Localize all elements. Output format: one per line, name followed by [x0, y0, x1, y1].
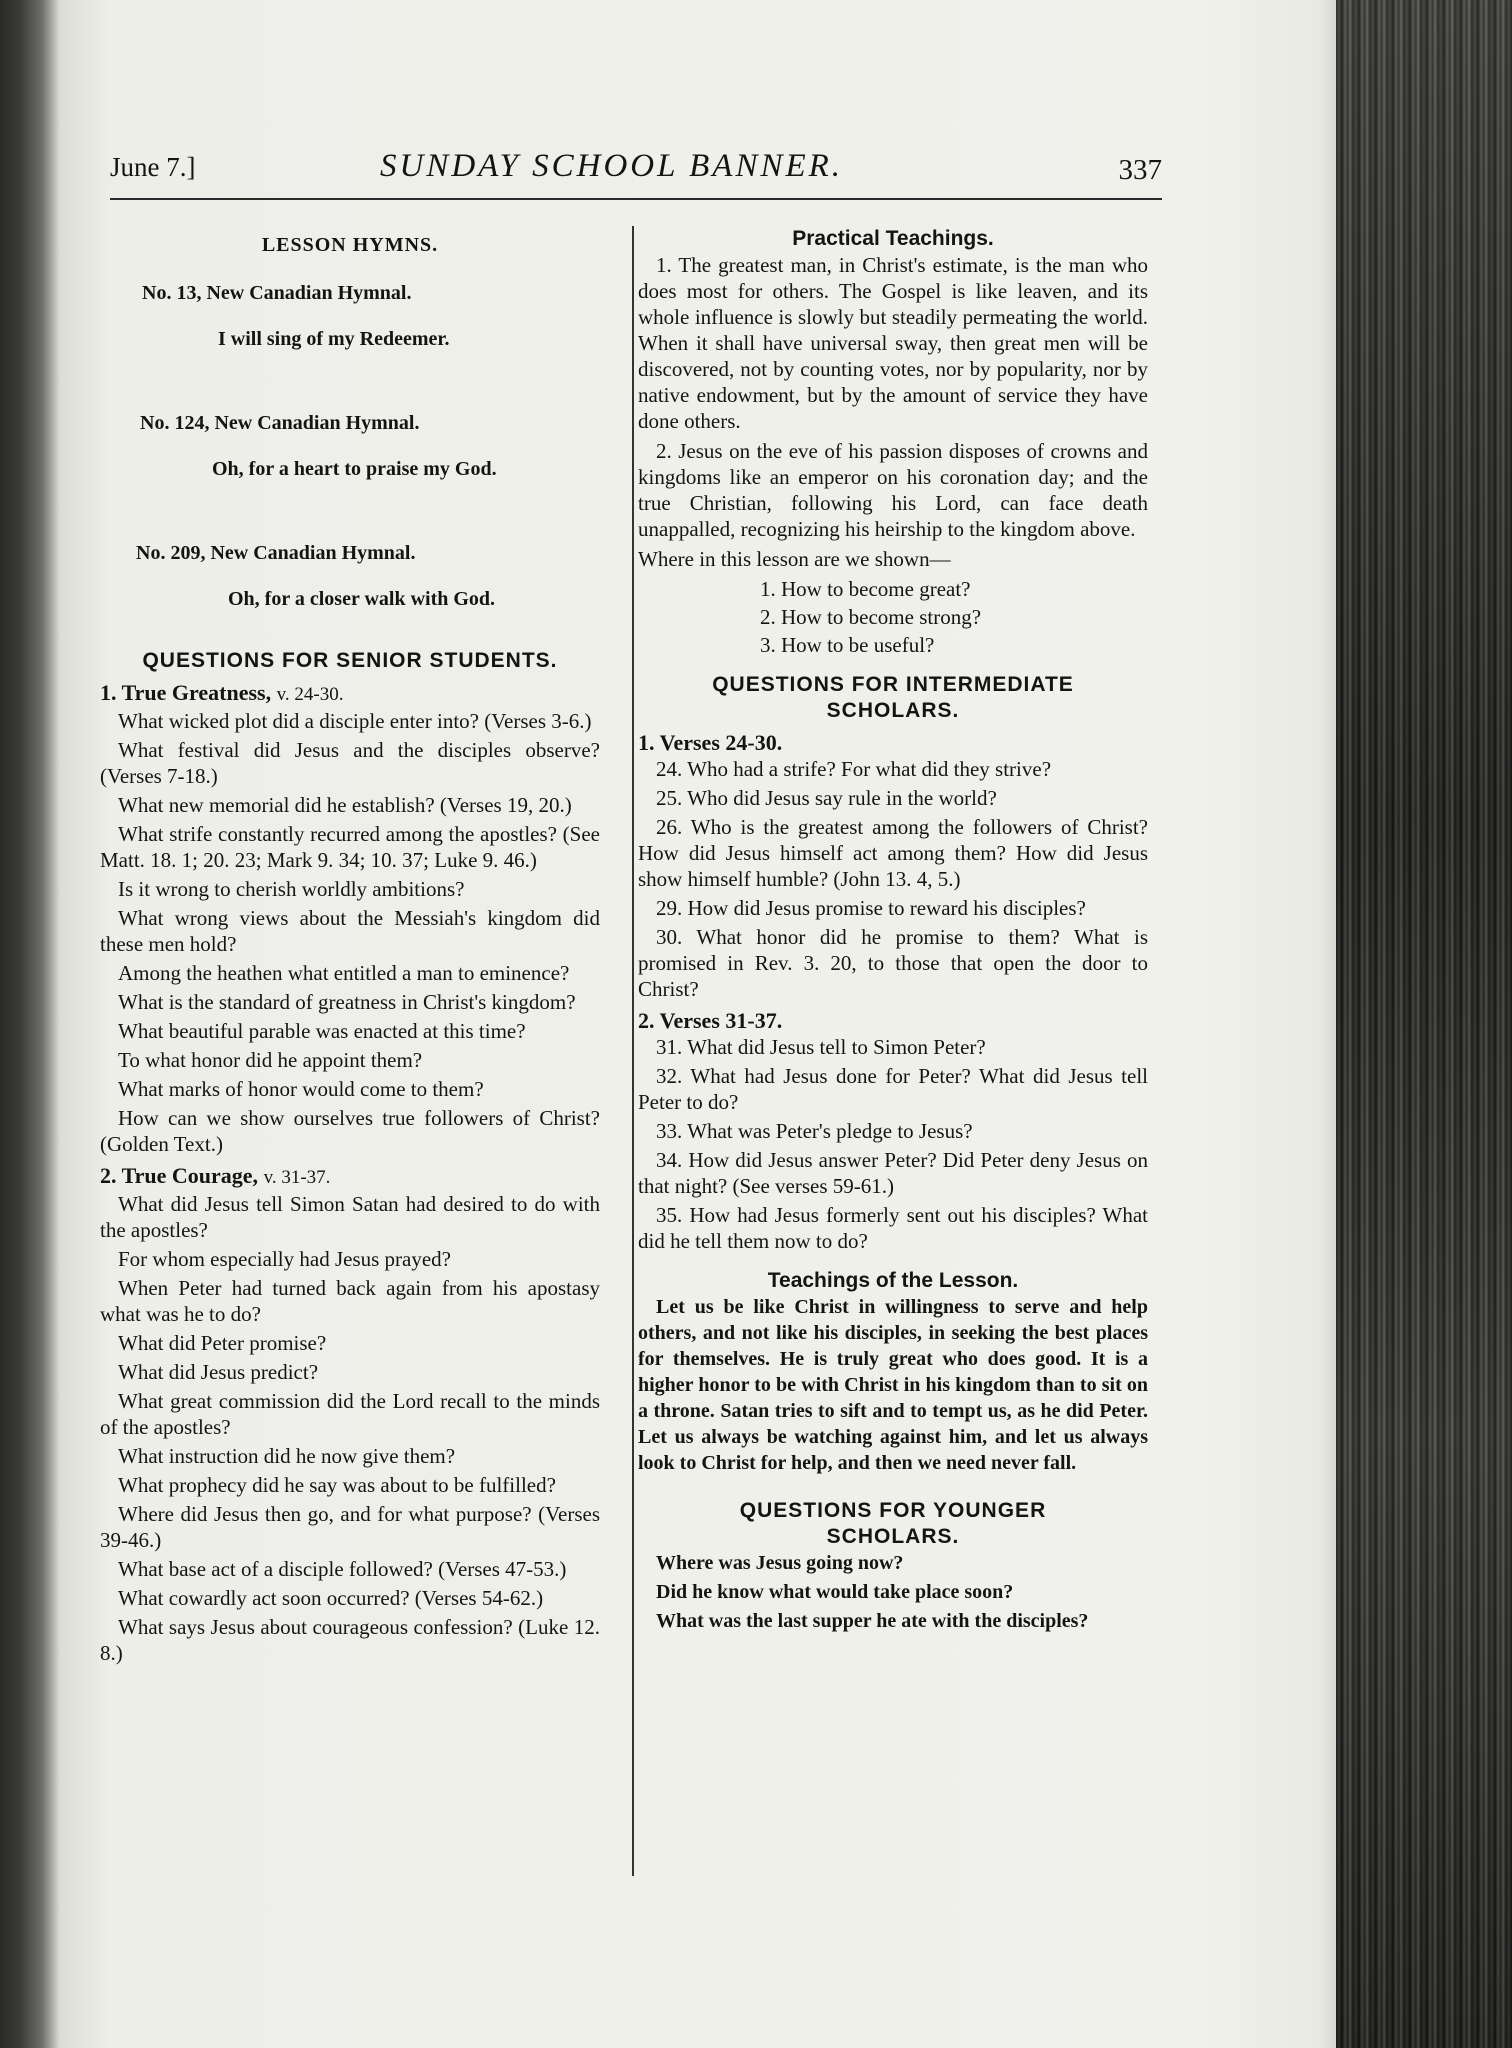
list-item: 2. How to become strong?: [760, 605, 982, 629]
senior-questions-heading: QUESTIONS FOR SENIOR STUDENTS.: [142, 649, 558, 672]
header-rule: [110, 198, 1162, 200]
left-column: [100, 226, 600, 1669]
question: 32. What had Jesus done for Peter? What did Jesus tell Peter to do?: [638, 1064, 1148, 1114]
section-title: 2. Verses 31-37.: [638, 1008, 783, 1033]
intermediate-questions-heading: QUESTIONS FOR INTERMEDIATE SCHOLARS.: [712, 673, 1074, 722]
teachings-heading: Teachings of the Lesson.: [767, 1269, 1019, 1292]
section-title: 1. True Greatness,: [100, 680, 272, 705]
lesson-hymns-heading: LESSON HYMNS.: [261, 234, 439, 256]
paragraph: 1. The greatest man, in Christ's estimate, is the man who does most for others. The Gospel is like leaven, and its whole influence is slowly but steadily permeating the world. When it shall have universal sway, then great men will be discovered, not by counting votes, nor by popularity, nor by native endowment, but by the amount of service they have done others.: [638, 253, 1148, 433]
header-date: June 7.]: [110, 152, 196, 182]
question: What says Jesus about courageous confession? (Luke 12. 8.): [100, 1615, 600, 1665]
section-ref: v. 31-37.: [263, 1167, 331, 1188]
question: 29. How did Jesus promise to reward his disciples?: [656, 896, 1086, 920]
question: What festival did Jesus and the disciples observe? (Verses 7-18.): [100, 738, 600, 788]
column-divider: [632, 226, 634, 1876]
hymn-number: No. 124, New Canadian Hymnal.: [140, 412, 420, 434]
question: What prophecy did he say was about to be fulfilled?: [118, 1473, 556, 1497]
question: What did Jesus predict?: [118, 1360, 319, 1384]
question: What great commission did the Lord recall to the minds of the apostles?: [100, 1389, 600, 1439]
question: What did Jesus tell Simon Satan had desired to do with the apostles?: [100, 1192, 600, 1242]
younger-questions-heading: QUESTIONS FOR YOUNGER SCHOLARS.: [739, 1499, 1047, 1548]
question: Is it wrong to cherish worldly ambitions?: [118, 877, 465, 901]
question: Did he know what would take place soon?: [656, 1581, 1014, 1603]
header-title: SUNDAY SCHOOL BANNER.: [380, 148, 844, 184]
question: What instruction did he now give them?: [118, 1444, 456, 1468]
list-item: 3. How to be useful?: [760, 633, 935, 657]
question: Where was Jesus going now?: [656, 1552, 904, 1574]
question: 31. What did Jesus tell to Simon Peter?: [656, 1035, 986, 1059]
question: Among the heathen what entitled a man to eminence?: [118, 961, 570, 985]
question: To what honor did he appoint them?: [118, 1048, 423, 1072]
paragraph: 2. Jesus on the eve of his passion disposes of crowns and kingdoms like an emperor on his coronation day; and the true Christian, following his Lord, can face death unappalled, recognizing his heirship to the kingdom above.: [638, 439, 1148, 541]
question: What marks of honor would come to them?: [118, 1077, 484, 1101]
practical-teachings-heading: Practical Teachings.: [792, 227, 994, 250]
question: Where did Jesus then go, and for what purpose? (Verses 39-46.): [100, 1502, 600, 1552]
question: What cowardly act soon occurred? (Verses 54-62.): [118, 1586, 544, 1610]
question: 24. Who had a strife? For what did they strive?: [656, 757, 1052, 781]
section-ref: v. 24-30.: [276, 684, 344, 705]
list-item: 1. How to become great?: [760, 577, 971, 601]
question: What strife constantly recurred among the apostles? (See Matt. 18. 1; 20. 23; Mark 9. 34; 10. 37; Luke 9. 46.): [100, 822, 600, 872]
hymn-number: No. 13, New Canadian Hymnal.: [142, 282, 412, 304]
question: What did Peter promise?: [118, 1331, 327, 1355]
hymn-title: Oh, for a heart to praise my God.: [212, 458, 497, 480]
where-intro: Where in this lesson are we shown—: [638, 547, 951, 571]
question: 25. Who did Jesus say rule in the world?: [656, 786, 997, 810]
right-column: [638, 226, 1148, 1637]
page-number: 337: [1118, 154, 1162, 186]
question: For whom especially had Jesus prayed?: [118, 1247, 451, 1271]
section-heading: [100, 1163, 600, 1191]
book-spine-edge: [1336, 0, 1512, 2048]
question: 33. What was Peter's pledge to Jesus?: [656, 1119, 973, 1143]
question: What beautiful parable was enacted at this time?: [118, 1019, 526, 1043]
section-title: 2. True Courage,: [100, 1163, 259, 1188]
teachings-text: Let us be like Christ in willingness to serve and help others, and not like his disciples, in seeking the best places for themselves. He is truly great who does good. It is a higher honor to be with Christ in his kingdom than to sit on a throne. Satan tries to sift and to tempt us, as he did Peter. Let us always be watching against him, and let us always look to Christ for help, and then we need never fall.: [638, 1296, 1148, 1474]
section-heading: [100, 680, 600, 708]
question: What new memorial did he establish? (Verses 19, 20.): [118, 793, 572, 817]
question: 35. How had Jesus formerly sent out his disciples? What did he tell them now to do?: [638, 1203, 1148, 1253]
question: 26. Who is the greatest among the followers of Christ? How did Jesus himself act among them? How did Jesus show himself humble? (John 13. 4, 5.): [638, 815, 1148, 891]
question: What is the standard of greatness in Christ's kingdom?: [118, 990, 576, 1014]
section-title: 1. Verses 24-30.: [638, 730, 783, 755]
hymn-number: No. 209, New Canadian Hymnal.: [136, 542, 416, 564]
question: When Peter had turned back again from his apostasy what was he to do?: [100, 1276, 600, 1326]
running-header: [110, 144, 1162, 200]
question: What wicked plot did a disciple enter into? (Verses 3-6.): [118, 709, 592, 733]
hymn-title: Oh, for a closer walk with God.: [228, 588, 496, 610]
question: How can we show ourselves true followers of Christ? (Golden Text.): [100, 1106, 600, 1156]
question: 34. How did Jesus answer Peter? Did Peter deny Jesus on that night? (See verses 59-61.): [638, 1148, 1148, 1198]
question: What base act of a disciple followed? (Verses 47-53.): [118, 1557, 567, 1581]
question: What was the last supper he ate with the disciples?: [656, 1610, 1089, 1632]
hymn-title: I will sing of my Redeemer.: [218, 328, 450, 350]
question: 30. What honor did he promise to them? What is promised in Rev. 3. 20, to those that open the door to Christ?: [638, 925, 1148, 1001]
question: What wrong views about the Messiah's kingdom did these men hold?: [100, 906, 600, 956]
